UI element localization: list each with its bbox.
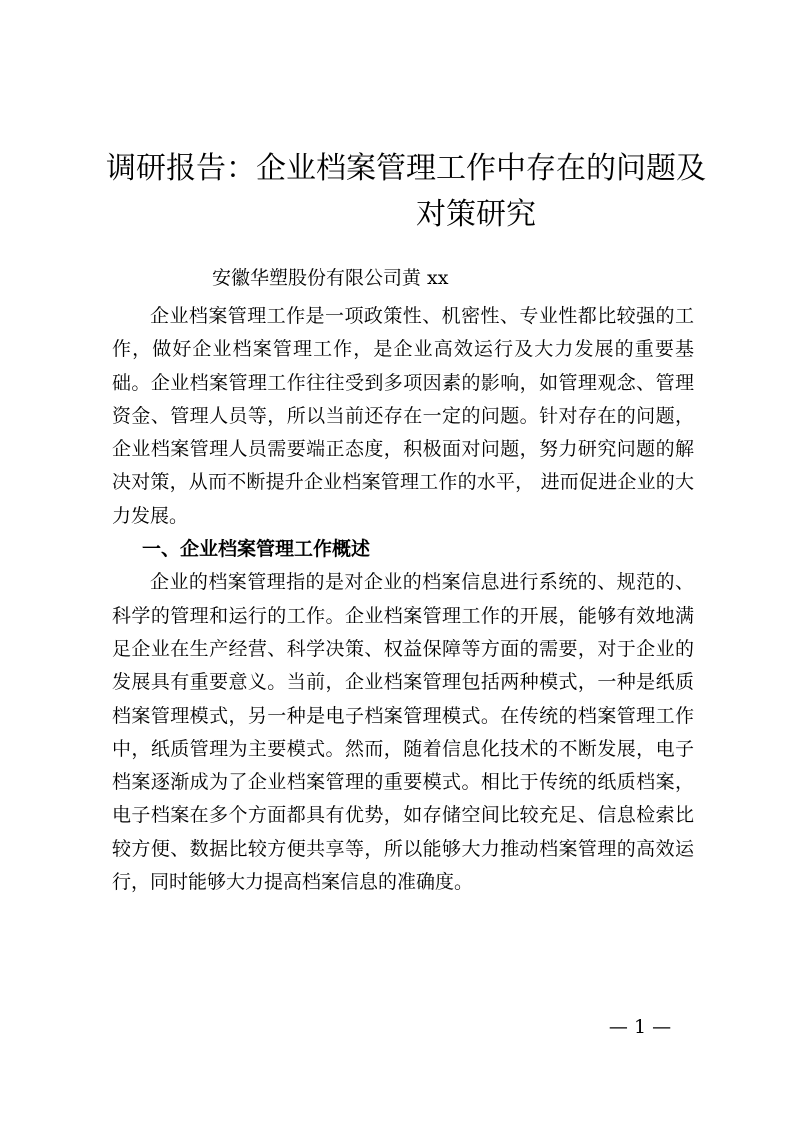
document-title-line-2: 对策研究 — [416, 197, 536, 232]
document-title — [106, 146, 706, 238]
page-number: — 1 — — [608, 1016, 672, 1038]
document-title-line-1: 调研报告：企业档案管理工作中存在的问题及 — [106, 151, 706, 186]
section-1-heading: 一、企业档案管理工作概述 — [142, 538, 371, 561]
document-body — [112, 300, 694, 899]
section-1-paragraph: 企业的档案管理指的是对企业的档案信息进行系统的、规范的、科学的管理和运行的工作。企业档案管理工作的开展，能够有效地满足企业在生产经营、科学决策、权益保障等方面的需要，对于企业的发展具有重要意义。当前，企业档案管理包括两种模式，一种是纸质档案管理模式，另一种是电子档案管理模式。在传统的档案管理工作中，纸质管理为主要模式。然而，随着信息化技术的不断发展，电子档案逐渐成为了企业档案管理的重要模式。相比于传统的纸质档案，电子档案在多个方面都具有优势，如存储空间比较充足、信息检索比较方便、数据比较方便共享等，所以能够大力推动档案管理的高效运行，同时能够大力提高档案信息的准确度。 — [112, 571, 694, 894]
author-byline: 安徽华塑股份有限公司黄 xx — [212, 267, 449, 289]
intro-paragraph: 企业档案管理工作是一项政策性、机密性、专业性都比较强的工作，做好企业档案管理工作，是企业高效运行及大力发展的重要基础。企业档案管理工作往往受到多项因素的影响，如管理观念、管理资金、管理人员等，所以当前还存在一定的问题。针对存在的问题，企业档案管理人员需要端正态度，积极面对问题，努力研究问题的解决对策，从而不断提升企业档案管理工作的水平， 进而促进企业的大力发展。 — [112, 305, 694, 527]
